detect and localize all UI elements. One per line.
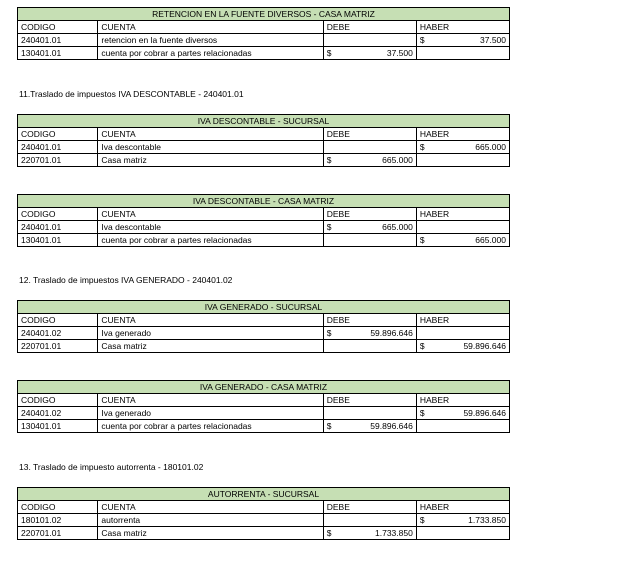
header-haber: HABER: [416, 394, 509, 407]
table-row: [18, 420, 510, 433]
haber-amount: 59.896.646: [463, 341, 506, 351]
account-name: retencion en la fuente diversos: [98, 34, 323, 47]
account-code: 130401.01: [18, 47, 98, 60]
table-row: [18, 514, 510, 527]
currency-symbol: $: [326, 48, 332, 58]
ledger-table: [17, 380, 510, 433]
header-row: [18, 501, 510, 514]
currency-symbol: $: [419, 515, 425, 525]
haber-cell: [416, 327, 509, 340]
header-codigo: CODIGO: [18, 501, 98, 514]
account-name: Iva generado: [98, 327, 323, 340]
header-haber: HABER: [416, 501, 509, 514]
account-code: 130401.01: [18, 420, 98, 433]
debe-cell: [323, 154, 416, 167]
header-debe: DEBE: [323, 128, 416, 141]
header-row: [18, 394, 510, 407]
currency-symbol: $: [419, 408, 425, 418]
debe-cell: [323, 327, 416, 340]
account-name: Casa matriz: [98, 340, 323, 353]
debe-cell: [323, 407, 416, 420]
header-codigo: CODIGO: [18, 208, 98, 221]
header-cuenta: CUENTA: [98, 21, 323, 34]
account-code: 240401.01: [18, 221, 98, 234]
account-name: Casa matriz: [98, 527, 323, 540]
ledger-table: [17, 487, 510, 540]
debe-cell: [323, 420, 416, 433]
account-name: Iva descontable: [98, 221, 323, 234]
account-code: 240401.02: [18, 327, 98, 340]
ledger-table: [17, 7, 510, 60]
currency-symbol: $: [419, 35, 425, 45]
debe-amount: 665.000: [382, 222, 413, 232]
debe-cell: [323, 234, 416, 247]
header-debe: DEBE: [323, 314, 416, 327]
haber-cell: [416, 141, 509, 154]
ledger-table: [17, 114, 510, 167]
haber-cell: [416, 420, 509, 433]
debe-amount: 665.000: [382, 155, 413, 165]
account-name: cuenta por cobrar a partes relacionadas: [98, 234, 323, 247]
header-row: [18, 21, 510, 34]
header-cuenta: CUENTA: [98, 501, 323, 514]
table-row: [18, 527, 510, 540]
debe-amount: 1.733.850: [375, 528, 413, 538]
ledger-table: [17, 194, 510, 247]
header-row: [18, 314, 510, 327]
haber-cell: [416, 514, 509, 527]
currency-symbol: $: [419, 341, 425, 351]
header-haber: HABER: [416, 314, 509, 327]
header-cuenta: CUENTA: [98, 128, 323, 141]
header-cuenta: CUENTA: [98, 394, 323, 407]
currency-symbol: $: [326, 421, 332, 431]
header-debe: DEBE: [323, 21, 416, 34]
haber-amount: 1.733.850: [468, 515, 506, 525]
header-codigo: CODIGO: [18, 21, 98, 34]
account-name: cuenta por cobrar a partes relacionadas: [98, 47, 323, 60]
account-code: 240401.01: [18, 141, 98, 154]
header-debe: DEBE: [323, 208, 416, 221]
header-cuenta: CUENTA: [98, 208, 323, 221]
ledger-table: [17, 300, 510, 353]
header-codigo: CODIGO: [18, 128, 98, 141]
currency-symbol: $: [326, 155, 332, 165]
debe-cell: [323, 340, 416, 353]
table-row: [18, 154, 510, 167]
table-title: IVA GENERADO - CASA MATRIZ: [18, 381, 510, 394]
debe-cell: [323, 47, 416, 60]
table-title: RETENCION EN LA FUENTE DIVERSOS - CASA MATRIZ: [18, 8, 510, 21]
header-cuenta: CUENTA: [98, 314, 323, 327]
currency-symbol: $: [326, 222, 332, 232]
table-row: [18, 34, 510, 47]
table-title: IVA GENERADO - SUCURSAL: [18, 301, 510, 314]
account-name: autorrenta: [98, 514, 323, 527]
table-row: [18, 327, 510, 340]
haber-cell: [416, 234, 509, 247]
table-row: [18, 340, 510, 353]
account-code: 220701.01: [18, 340, 98, 353]
header-haber: HABER: [416, 208, 509, 221]
section-heading: 11.Traslado de impuestos IVA DESCONTABLE - 240401.01: [19, 89, 244, 99]
header-debe: DEBE: [323, 394, 416, 407]
haber-amount: 665.000: [475, 142, 506, 152]
account-code: 220701.01: [18, 154, 98, 167]
debe-amount: 59.896.646: [370, 421, 413, 431]
currency-symbol: $: [326, 328, 332, 338]
haber-cell: [416, 221, 509, 234]
haber-cell: [416, 154, 509, 167]
debe-cell: [323, 527, 416, 540]
currency-symbol: $: [326, 528, 332, 538]
haber-amount: 665.000: [475, 235, 506, 245]
debe-cell: [323, 34, 416, 47]
table-row: [18, 221, 510, 234]
account-code: 130401.01: [18, 234, 98, 247]
account-name: Iva descontable: [98, 141, 323, 154]
table-title: IVA DESCONTABLE - SUCURSAL: [18, 115, 510, 128]
section-heading: 12. Traslado de impuestos IVA GENERADO - 240401.02: [19, 275, 233, 285]
haber-cell: [416, 47, 509, 60]
haber-amount: 37.500: [480, 35, 506, 45]
account-code: 220701.01: [18, 527, 98, 540]
haber-cell: [416, 527, 509, 540]
table-row: [18, 234, 510, 247]
account-name: Iva generado: [98, 407, 323, 420]
header-codigo: CODIGO: [18, 394, 98, 407]
table-row: [18, 47, 510, 60]
table-row: [18, 141, 510, 154]
header-row: [18, 128, 510, 141]
account-code: 180101.02: [18, 514, 98, 527]
account-name: cuenta por cobrar a partes relacionadas: [98, 420, 323, 433]
haber-cell: [416, 407, 509, 420]
table-title: IVA DESCONTABLE - CASA MATRIZ: [18, 195, 510, 208]
account-code: 240401.02: [18, 407, 98, 420]
header-codigo: CODIGO: [18, 314, 98, 327]
currency-symbol: $: [419, 235, 425, 245]
haber-cell: [416, 340, 509, 353]
account-name: Casa matriz: [98, 154, 323, 167]
header-debe: DEBE: [323, 501, 416, 514]
account-code: 240401.01: [18, 34, 98, 47]
debe-amount: 59.896.646: [370, 328, 413, 338]
debe-amount: 37.500: [386, 48, 413, 58]
table-row: [18, 407, 510, 420]
header-haber: HABER: [416, 128, 509, 141]
debe-cell: [323, 141, 416, 154]
currency-symbol: $: [419, 142, 425, 152]
header-row: [18, 208, 510, 221]
debe-cell: [323, 514, 416, 527]
debe-cell: [323, 221, 416, 234]
table-title: AUTORRENTA - SUCURSAL: [18, 488, 510, 501]
header-haber: HABER: [416, 21, 509, 34]
haber-amount: 59.896.646: [463, 408, 506, 418]
section-heading: 13. Traslado de impuesto autorrenta - 180101.02: [19, 462, 204, 472]
haber-cell: [416, 34, 509, 47]
